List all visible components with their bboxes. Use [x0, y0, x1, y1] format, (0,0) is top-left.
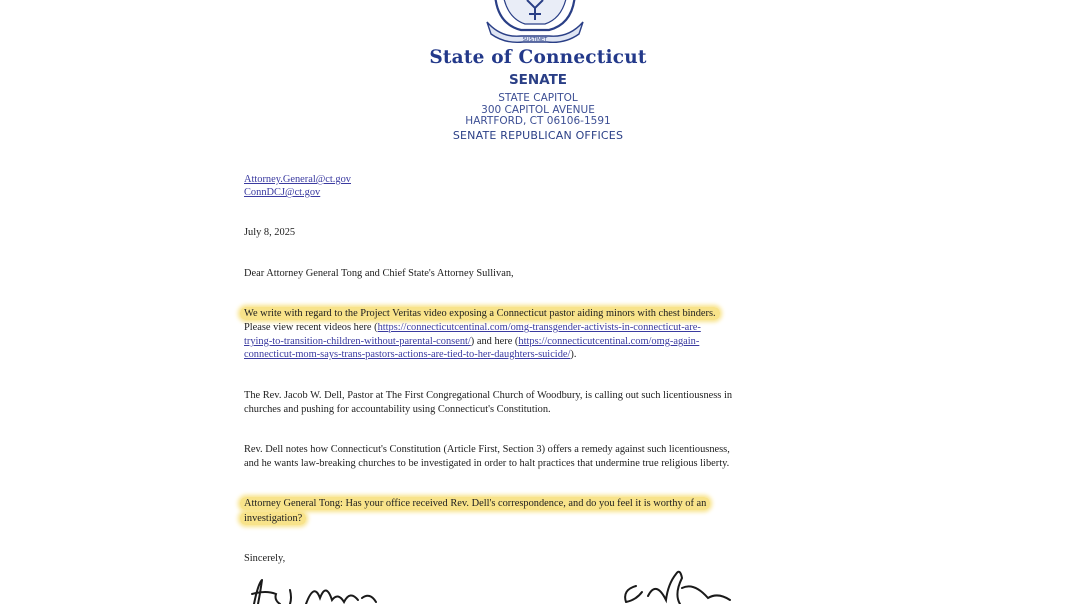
- svg-text:SUSTINET: SUSTINET: [522, 37, 548, 43]
- paragraph-4-line-2: [244, 512, 306, 526]
- highlighted-text: We write with regard to the Project Veritas video exposing a Connecticut pastor aiding minors with chest binders.: [240, 307, 720, 320]
- text-span: ) and here (: [470, 336, 519, 347]
- state-name: State of Connecticut: [429, 47, 647, 68]
- paragraph-1-line-2: [244, 321, 701, 335]
- recipient-email-attorney-general[interactable]: Attorney.General@ct.gov: [244, 174, 351, 185]
- paragraph-1-line-4: [244, 348, 576, 362]
- paragraph-3-line-2: and he wants law-breaking churches to be investigated in order to halt practices that undermine true religious liberty.: [244, 458, 730, 469]
- office-name: SENATE REPUBLICAN OFFICES: [452, 129, 624, 142]
- highlighted-text: investigation?: [240, 512, 306, 525]
- paragraph-3-line-1: Rev. Dell notes how Connecticut's Constitution (Article First, Section 3) offers a remedy against such licentiousness,: [244, 444, 730, 455]
- salutation: Dear Attorney General Tong and Chief State's Attorney Sullivan,: [244, 268, 514, 279]
- recipient-email-dcj[interactable]: ConnDCJ@ct.gov: [244, 187, 321, 198]
- text-span: Please view recent videos here (: [244, 322, 378, 333]
- paragraph-2-line-1: The Rev. Jacob W. Dell, Pastor at The First Congregational Church of Woodbury, is calling out such licentiousness in: [244, 390, 733, 401]
- paragraph-1-line-3: [244, 335, 699, 349]
- address-line: STATE CAPITOL: [498, 92, 578, 104]
- video-link-2[interactable]: https://connecticutcentinal.com/omg-again-: [518, 336, 700, 347]
- closing: Sincerely,: [244, 553, 286, 564]
- letter-date: July 8, 2025: [244, 227, 296, 238]
- address-line: HARTFORD, CT 06106-1591: [465, 115, 611, 127]
- state-seal-icon: [481, 0, 589, 48]
- paragraph-4-line-1: [244, 497, 710, 511]
- video-link-1-continued[interactable]: trying-to-transition-children-without-parental-consent/: [244, 336, 471, 347]
- video-link-2-continued[interactable]: connecticut-mom-says-trans-pastors-actions-are-tied-to-her-daughters-suicide/: [244, 349, 571, 360]
- signature-1: [246, 578, 416, 604]
- signature-2: [618, 566, 738, 604]
- chamber-name: SENATE: [508, 72, 568, 88]
- video-link-1[interactable]: https://connecticutcentinal.com/omg-transgender-activists-in-connecticut-are-: [377, 322, 701, 333]
- paragraph-2-line-2: churches and pushing for accountability using Connecticut's Constitution.: [244, 404, 551, 415]
- address-line: 300 CAPITOL AVENUE: [481, 104, 595, 116]
- paragraph-1-line-1: [244, 307, 720, 321]
- highlighted-text: Attorney General Tong: Has your office received Rev. Dell's correspondence, and do you feel it is worthy of an: [240, 497, 710, 510]
- text-span: ).: [570, 349, 577, 360]
